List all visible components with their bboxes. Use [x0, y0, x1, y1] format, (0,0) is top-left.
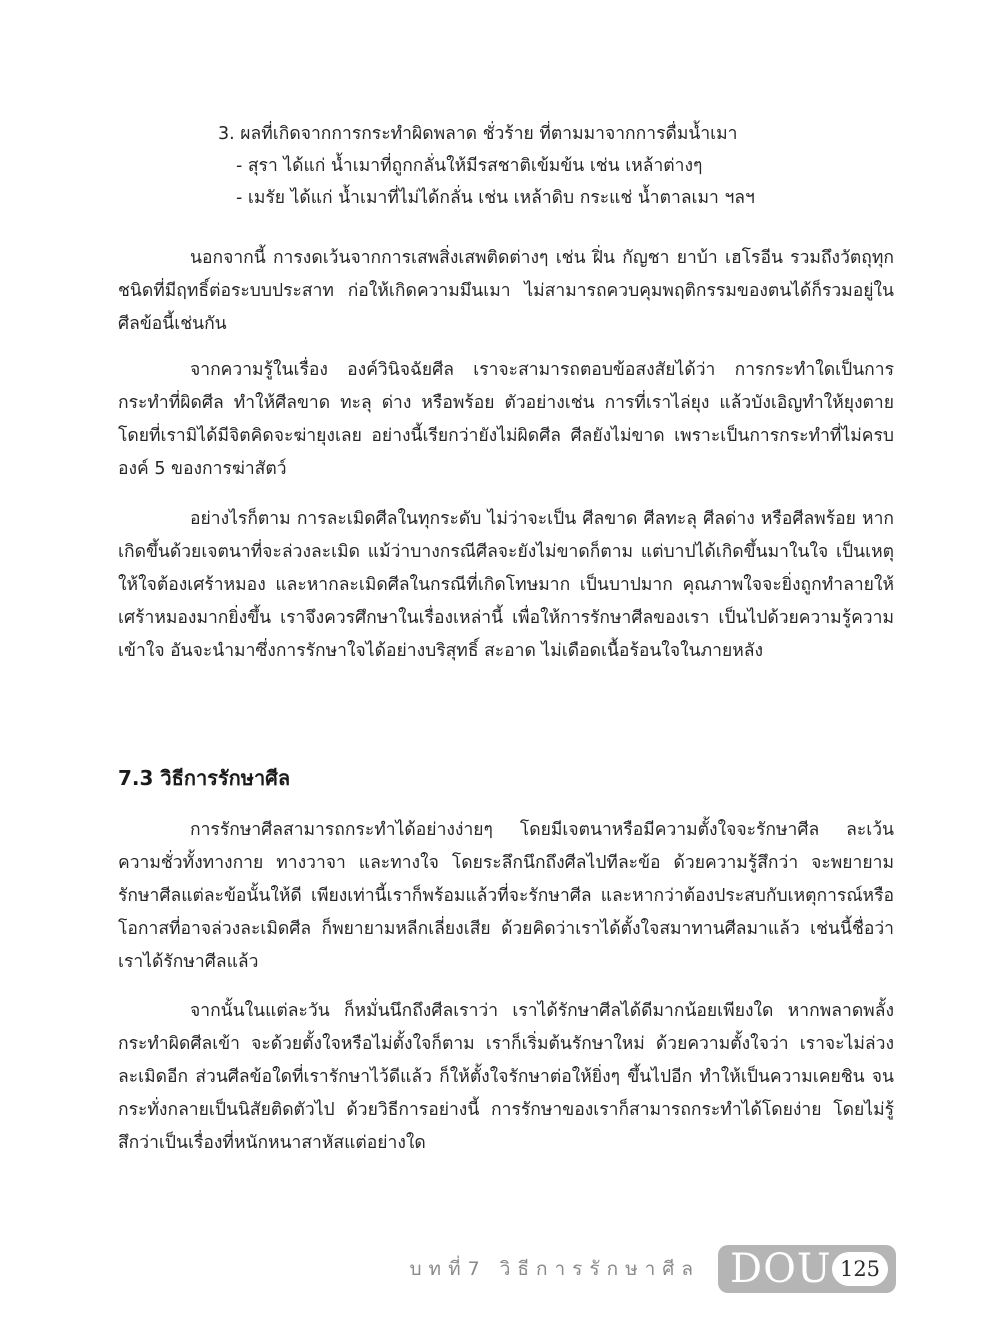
page-number: 125 [832, 1252, 888, 1286]
chapter-title: บทที่7 วิธีการรักษาศีล [409, 1258, 700, 1280]
footer-badge [718, 1245, 896, 1293]
paragraph-violation-levels: อย่างไรก็ตาม การละเมิดศีลในทุกระดับ ไม่ว่าจะเป็น ศีลขาด ศีลทะลุ ศีลด่าง หรือศีลพร้อย หากเกิดขึ้นด้วยเจตนาที่จะล่วงละเมิด แม้ว่าบางกรณีศีลจะยังไม่ขาดก็ตาม แต่บาปได้เกิดขึ้นมาในใจ เป็นเหตุให้ใจต้องเศร้าหมอง และหากละเมิดศีลในกรณีที่เกิดโทษมาก เป็นบาปมาก คุณภาพใจจะยิ่งถูกทำลายให้เศร้าหมองมากยิ่งขึ้น เราจึงควรศึกษาในเรื่องเหล่านี้ เพื่อให้การรักษาศีลของเรา เป็นไปด้วยความรู้ความเข้าใจ อันจะนำมาซึ่งการรักษาใจได้อย่างบริสุทธิ์ สะอาด ไม่เดือดเนื้อร้อนใจในภายหลัง [118, 509, 894, 661]
list-item-3: 3. ผลที่เกิดจากการกระทำผิดพลาด ชั่วร้าย ที่ตามมาจากการดื่มน้ำเมา [218, 124, 738, 144]
paragraph-daily-practice: จากนั้นในแต่ละวัน ก็หมั่นนึกถึงศีลเราว่า เราได้รักษาศีลได้ดีมากน้อยเพียงใด หากพลาดพลั้งกระทำผิดศีลเข้า จะด้วยตั้งใจหรือไม่ตั้งใจก็ตาม เราก็เริ่มต้นรักษาใหม่ ด้วยความตั้งใจว่า เราจะไม่ล่วงละเมิดอีก ส่วนศีลข้อใดที่เรารักษาไว้ดีแล้ว ก็ให้ตั้งใจรักษาต่อให้ยิ่งๆ ขึ้นไปอีก ทำให้เป็นความเคยชิน จนกระทั่งกลายเป็นนิสัยติดตัวไป ด้วยวิธีการอย่างนี้ การรักษาของเราก็สามารถกระทำได้โดยง่าย โดยไม่รู้สึกว่าเป็นเรื่องที่หนักหนาสาหัสแต่อย่างใด [118, 1001, 894, 1153]
list-subitem-sura: - สุรา ได้แก่ น้ำเมาที่ถูกกลั่นให้มีรสชาติเข้มข้น เช่น เหล้าต่างๆ [236, 156, 703, 176]
consequence-list [218, 118, 918, 214]
paragraph-precept-judgement: จากความรู้ในเรื่อง องค์วินิจฉัยศีล เราจะสามารถตอบข้อสงสัยได้ว่า การกระทำใดเป็นการกระทำที่ผิดศีล ทำให้ศีลขาด ทะลุ ด่าง หรือพร้อย ตัวอย่างเช่น การที่เราไล่ยุง แล้วบังเอิญทำให้ยุงตาย โดยที่เรามิได้มีจิตคิดจะฆ่ายุงเลย อย่างนี้เรียกว่ายังไม่ผิดศีล ศีลยังไม่ขาด เพราะเป็นการกระทำที่ไม่ครบ องค์ 5 ของการฆ่าสัตว์ [118, 360, 894, 479]
page-footer [0, 1240, 1000, 1300]
paragraph-how-to-keep-precepts: การรักษาศีลสามารถกระทำได้อย่างง่ายๆ โดยมีเจตนาหรือมีความตั้งใจจะรักษาศีล ละเว้นความชั่วทั้งทางกาย ทางวาจา และทางใจ โดยระลึกนึกถึงศีลไปทีละข้อ ด้วยความรู้สึกว่า จะพยายามรักษาศีลแต่ละข้อนั้นให้ดี เพียงเท่านี้เราก็พร้อมแล้วที่จะรักษาศีล และหากว่าต้องประสบกับเหตุการณ์หรือโอกาสที่อาจล่วงละเมิดศีล ก็พยายามหลีกเลี่ยงเสีย ด้วยคิดว่าเราได้ตั้งใจสมาทานศีลมาแล้ว เช่นนี้ชื่อว่าเราได้รักษาศีลแล้ว [118, 820, 894, 972]
paragraph-narcotics: นอกจากนี้ การงดเว้นจากการเสพสิ่งเสพติดต่างๆ เช่น ฝิ่น กัญชา ยาบ้า เฮโรอีน รวมถึงวัตถุทุกชนิดที่มีฤทธิ์ต่อระบบประสาท ก่อให้เกิดความมึนเมา ไม่สามารถควบคุมพฤติกรรมของตนได้ก็รวมอยู่ในศีลข้อนี้เช่นกัน [118, 248, 894, 334]
list-subitem-meraya: - เมรัย ได้แก่ น้ำเมาที่ไม่ได้กลั่น เช่น เหล้าดิบ กระแช่ น้ำตาลเมา ฯลฯ [236, 188, 755, 208]
dou-logo: DOU [730, 1246, 832, 1292]
section-heading: 7.3 วิธีการรักษาศีล [118, 766, 291, 790]
